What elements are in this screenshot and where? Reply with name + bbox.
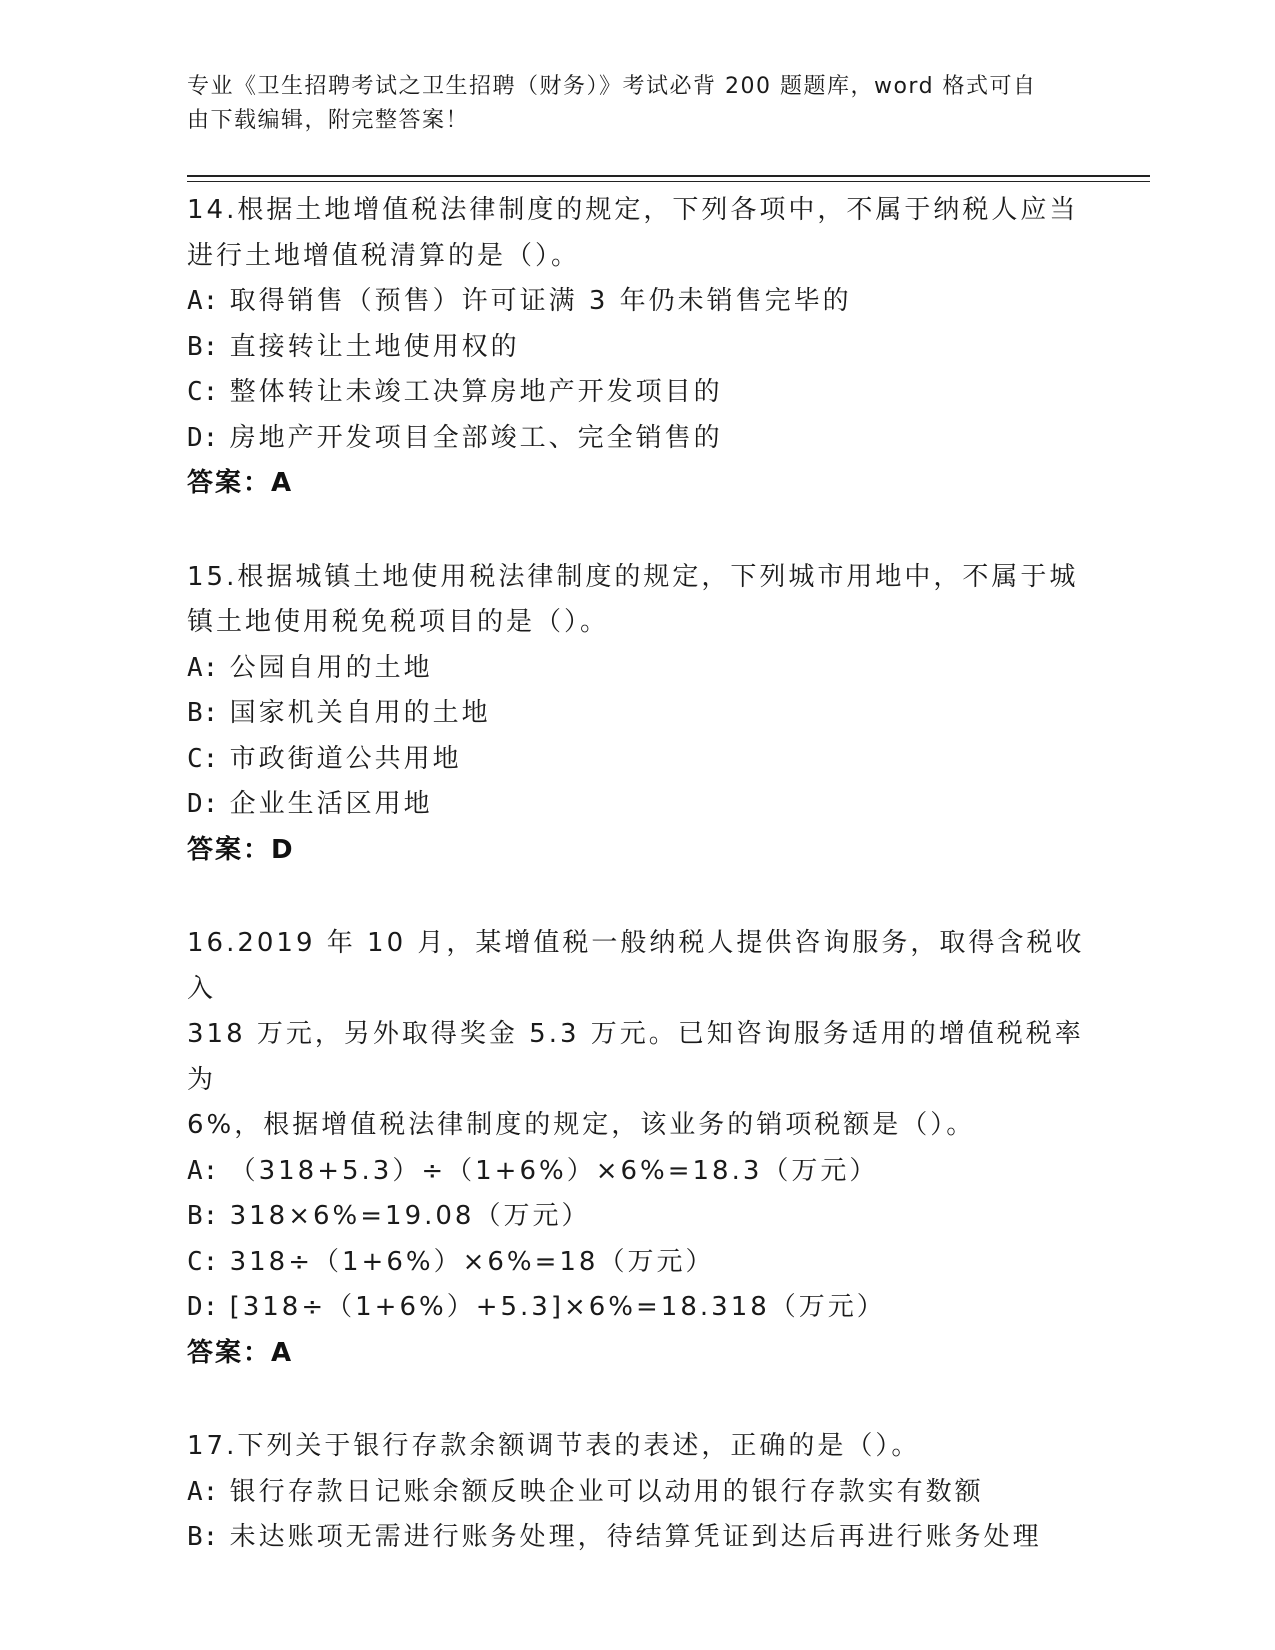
option-letter: A: — [187, 1476, 219, 1507]
option-letter: B: — [187, 1522, 219, 1552]
header-rule-thin — [187, 181, 1150, 182]
option-b — [187, 325, 1087, 371]
question-stem-line: 14.根据土地增值税法律制度的规定，下列各项中，不属于纳税人应当 — [187, 195, 1079, 225]
option-letter: D: — [187, 789, 219, 819]
answer-line: 答案：D — [187, 834, 295, 865]
option-letter: A: — [187, 286, 219, 316]
option-a — [187, 279, 1087, 325]
option-letter: B: — [187, 698, 219, 728]
option-letter: C: — [187, 1246, 219, 1277]
option-b — [187, 691, 1087, 737]
option-c — [187, 1240, 1087, 1286]
option-a — [187, 1149, 1087, 1195]
option-text: 318×6%=19.08（万元） — [229, 1201, 591, 1231]
option-b — [187, 1515, 1087, 1561]
option-d — [187, 1285, 1087, 1331]
option-letter: A: — [187, 652, 219, 683]
question-16 — [187, 921, 1087, 1376]
header-line-1: 专业《卫生招聘考试之卫生招聘（财务）》考试必背 200 题题库，word 格式可自 — [187, 74, 1037, 99]
option-text: 未达账项无需进行账务处理，待结算凭证到达后再进行账务处理 — [229, 1522, 1042, 1552]
option-text: 直接转让土地使用权的 — [229, 331, 520, 362]
header-rule-thick — [187, 175, 1150, 177]
option-text: 企业生活区用地 — [229, 789, 433, 819]
option-text: 国家机关自用的土地 — [229, 698, 491, 728]
option-letter: A: — [187, 1155, 219, 1186]
option-letter: B: — [187, 331, 219, 362]
option-text: 市政街道公共用地 — [229, 743, 462, 774]
question-14 — [187, 188, 1087, 507]
question-15 — [187, 555, 1087, 874]
option-a — [187, 1470, 1087, 1516]
question-stem-line: 16.2019 年 10 月，某增值税一般纳税人提供咨询服务，取得含税收入 — [187, 928, 1085, 1004]
option-a — [187, 646, 1087, 692]
option-text: 整体转让未竣工决算房地产开发项目的 — [229, 377, 723, 407]
option-text: 银行存款日记账余额反映企业可以动用的银行存款实有数额 — [229, 1476, 984, 1507]
option-letter: B: — [187, 1201, 219, 1231]
option-text: [318÷（1+6%）+5.3]×6%=18.318（万元） — [229, 1292, 886, 1322]
question-list — [187, 188, 1087, 1609]
answer-line: 答案：A — [187, 468, 294, 498]
option-text: （318+5.3）÷（1+6%）×6%=18.3（万元） — [229, 1155, 879, 1186]
question-17 — [187, 1424, 1087, 1561]
question-stem-line: 17.下列关于银行存款余额调节表的表述，正确的是（）。 — [187, 1431, 921, 1461]
option-c — [187, 370, 1087, 416]
option-letter: D: — [187, 422, 219, 453]
question-stem-line: 进行土地增值税清算的是（）。 — [187, 240, 581, 271]
option-text: 取得销售（预售）许可证满 3 年仍未销售完毕的 — [229, 286, 852, 316]
question-stem-line: 镇土地使用税免税项目的是（）。 — [187, 607, 610, 637]
option-c — [187, 737, 1087, 783]
option-letter: C: — [187, 377, 219, 407]
option-letter: D: — [187, 1292, 219, 1322]
document-header — [187, 70, 1087, 138]
answer-line: 答案：A — [187, 1337, 294, 1368]
question-stem-line: 318 万元，另外取得奖金 5.3 万元。已知咨询服务适用的增值税税率为 — [187, 1019, 1084, 1095]
option-d — [187, 416, 1087, 462]
option-text: 公园自用的土地 — [229, 652, 433, 683]
option-text: 房地产开发项目全部竣工、完全销售的 — [229, 422, 723, 453]
option-letter: C: — [187, 743, 219, 774]
option-text: 318÷（1+6%）×6%=18（万元） — [229, 1246, 715, 1277]
option-b — [187, 1194, 1087, 1240]
question-stem-line: 15.根据城镇土地使用税法律制度的规定，下列城市用地中，不属于城 — [187, 561, 1079, 592]
question-stem-line: 6%，根据增值税法律制度的规定，该业务的销项税额是（）。 — [187, 1110, 976, 1140]
option-d — [187, 782, 1087, 828]
header-line-2: 由下载编辑，附完整答案！ — [187, 108, 470, 133]
